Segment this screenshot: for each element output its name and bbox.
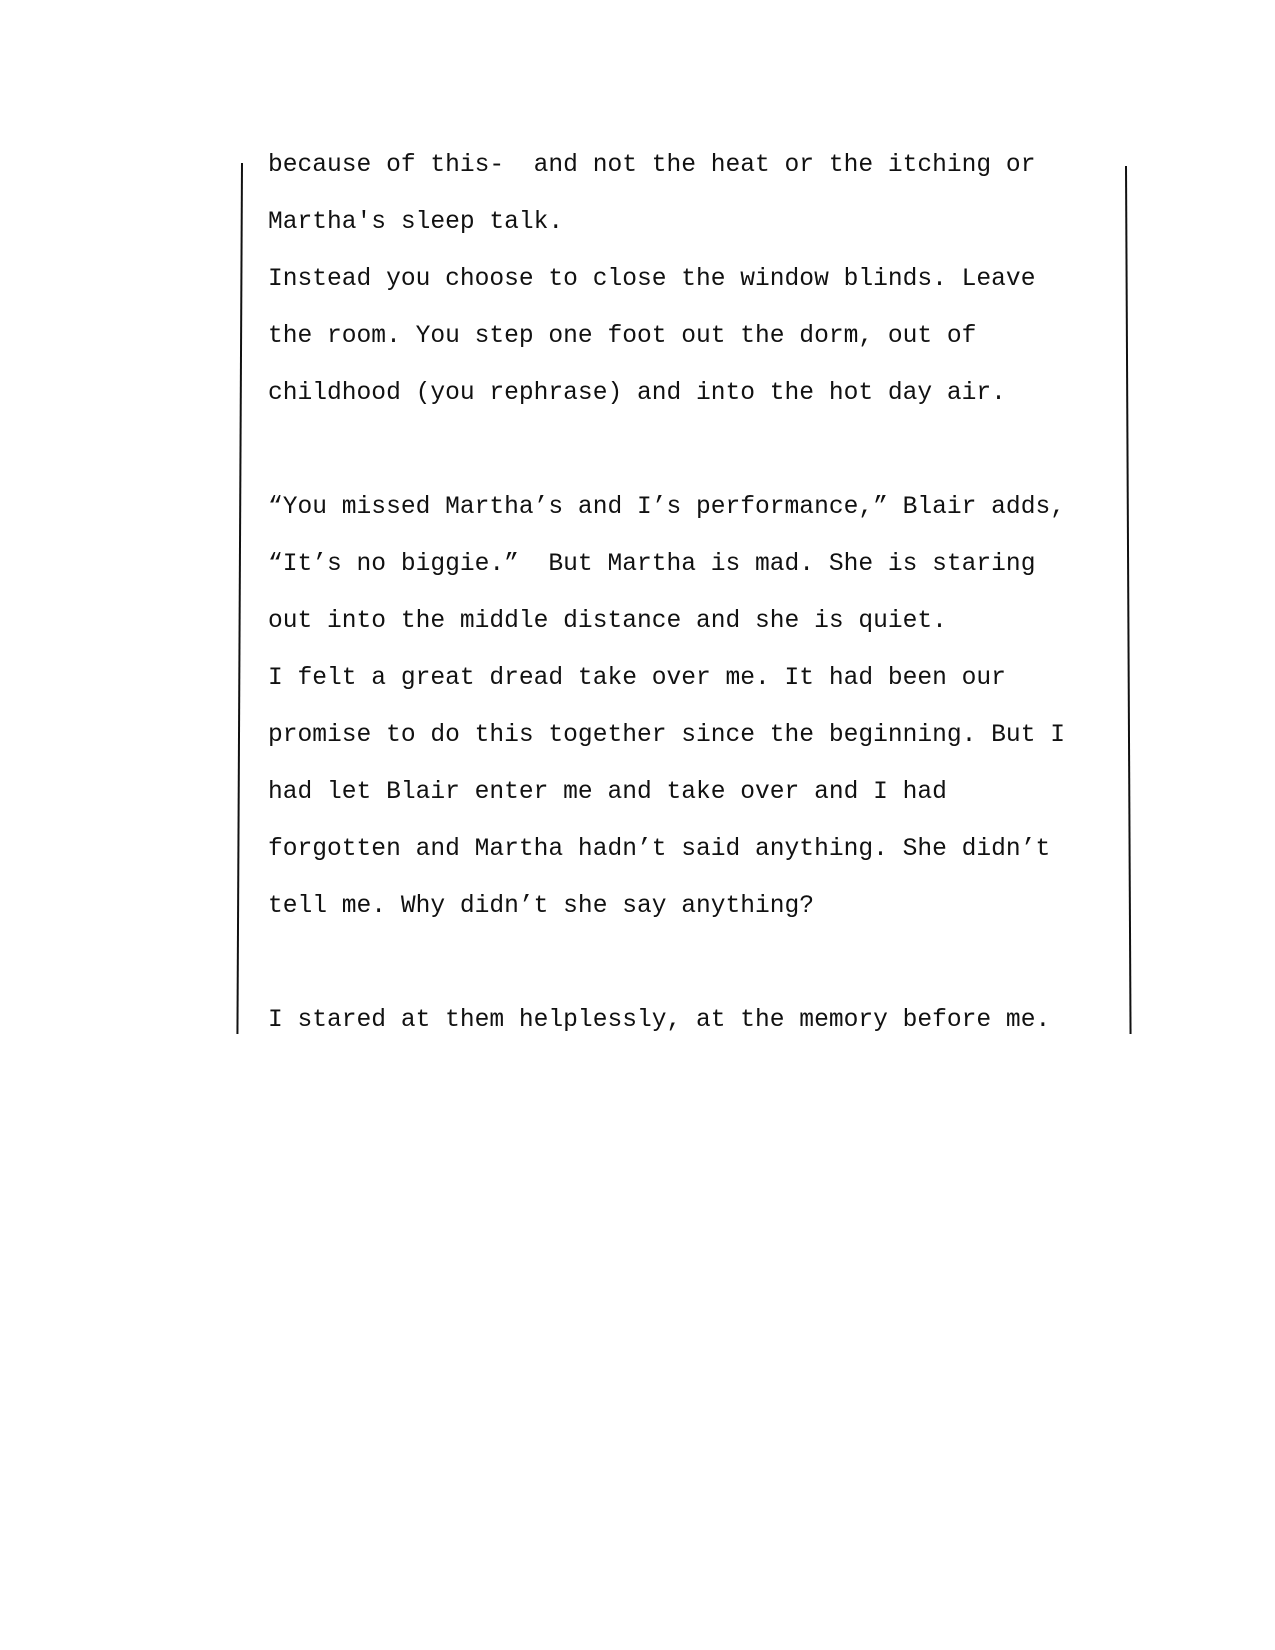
left-margin-rule [236,163,243,1034]
paragraph-break [268,935,1098,992]
text-line: “It’s no biggie.” But Martha is mad. She is staring [268,551,1036,578]
text-line: Martha's sleep talk. [268,209,564,236]
text-line: I stared at them helplessly, at the memory before me. [268,1007,1051,1034]
text-line: tell me. Why didn’t she say anything? [268,893,815,920]
text-line: Instead you choose to close the window blinds. Leave [268,266,1036,293]
manuscript-text [268,137,1098,1049]
text-line: forgotten and Martha hadn’t said anything. She didn’t [268,836,1051,863]
text-line: the room. You step one foot out the dorm, out of [268,323,977,350]
right-margin-rule [1125,166,1132,1034]
paragraph-break [268,422,1098,479]
text-line: “You missed Martha’s and I’s performance,” Blair adds, [268,494,1065,521]
text-line: I felt a great dread take over me. It had been our [268,665,1006,692]
text-line: had let Blair enter me and take over and I had [268,779,947,806]
text-line: childhood (you rephrase) and into the hot day air. [268,380,1006,407]
text-line: out into the middle distance and she is quiet. [268,608,947,635]
text-line: promise to do this together since the beginning. But I [268,722,1065,749]
text-line: because of this- and not the heat or the itching or [268,152,1036,179]
